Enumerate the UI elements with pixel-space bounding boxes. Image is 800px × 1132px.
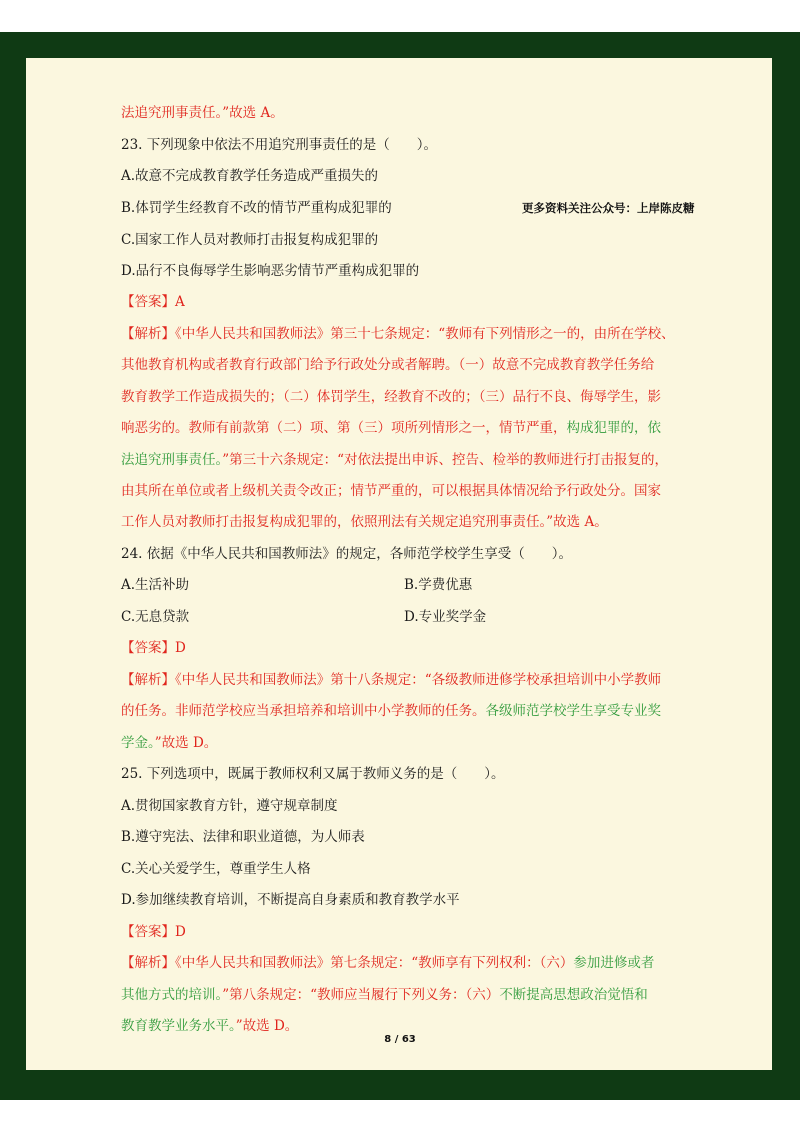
q23-analysis-line [121, 512, 608, 532]
analysis-red-text: ”故选 D。 [154, 735, 218, 751]
prev-analysis-tail: 法追究刑事责任。”故选 A。 [121, 105, 284, 121]
q24-option-b: B.学费优惠 [404, 577, 473, 593]
q25-option-c: C.关心关爱学生，尊重学生人格 [121, 861, 311, 877]
q24-options-row [121, 575, 721, 595]
q23-analysis-line: 教育教学工作造成损失的；（二）体罚学生，经教育不改的；（三）品行不良、侮辱学生，影 [121, 389, 661, 405]
q23-option-d: D.品行不良侮辱学生影响恶劣情节严重构成犯罪的 [121, 263, 420, 279]
analysis-red-text: ”故选 A。 [546, 514, 608, 530]
q23-option-b: B.体罚学生经教育不改的情节严重构成犯罪的 [121, 200, 392, 216]
q25-analysis-line [121, 985, 648, 1005]
q24-options-row [121, 607, 721, 627]
analysis-green-text: 法追究刑事责任。 [121, 452, 223, 468]
analysis-green-text: 不断提高思想政治觉悟和 [499, 987, 648, 1003]
q23-stem: 23. 下列现象中依法不用追究刑事责任的是（ ）。 [121, 137, 438, 153]
analysis-red-text: 构成犯罪的，依照刑法有关规定追究刑事责任。 [269, 514, 547, 530]
analysis-green-text: 学金。 [121, 735, 155, 751]
q24-analysis-line: 【解析】《中华人民共和国教师法》第十八条规定：“各级教师进修学校承担培训中小学教师 [121, 672, 662, 688]
q24-stem: 24. 依据《中华人民共和国教师法》的规定，各师范学校学生享受（ ）。 [121, 546, 573, 562]
analysis-red-text: ”第三十六条规定：“对依法提出申诉、控告、检举的教师进行打击报复的， [222, 452, 669, 468]
q25-analysis-line [121, 1016, 298, 1036]
side-note: 更多资料关注公众号：上岸陈皮糖 [522, 201, 695, 215]
q25-stem: 25. 下列选项中，既属于教师权利又属于教师义务的是（ ）。 [121, 766, 505, 782]
q23-analysis-line [121, 418, 661, 438]
analysis-red-text: 【解析】《中华人民共和国教师法》第七条规定：“教师享有下列权利：（六） [121, 955, 574, 971]
q25-answer: 【答案】D [121, 924, 186, 940]
q25-analysis-line [121, 953, 654, 973]
q24-analysis-line [121, 733, 217, 753]
q23-analysis-line: 【解析】《中华人民共和国教师法》第三十七条规定：“教师有下列情形之一的，由所在学校、 [121, 326, 675, 342]
analysis-red-text: ”故选 D。 [235, 1018, 299, 1034]
analysis-red-text: ”第八条规定：“教师应当履行下列义务：（六） [222, 987, 500, 1003]
analysis-green-text: 各级师范学校学生享受专业奖 [485, 703, 661, 719]
q23-analysis-line: 由其所在单位或者上级机关责令改正；情节严重的，可以根据具体情况给予行政处分。国家 [121, 483, 661, 499]
q24-answer: 【答案】D [121, 640, 186, 656]
q23-option-a: A.故意不完成教育教学任务造成严重损失的 [121, 168, 379, 184]
page-number: 8 / 63 [384, 1034, 416, 1045]
analysis-red-text: 的任务。非师范学校应当承担培养和培训中小学教师的任务。 [121, 703, 486, 719]
q23-option-c: C.国家工作人员对教师打击报复构成犯罪的 [121, 232, 379, 248]
analysis-red-text: 响恶劣的。教师有前款第（二）项、第（三）项所列情形之一，情节严重， [121, 420, 567, 436]
q24-option-c: C.无息贷款 [121, 609, 190, 625]
q23-analysis-line [121, 450, 668, 470]
q24-option-d: D.专业奖学金 [404, 609, 487, 625]
analysis-green-text: 其他方式的培训。 [121, 987, 223, 1003]
analysis-green-text: 构成犯罪的，依 [566, 420, 661, 436]
q25-option-d: D.参加继续教育培训，不断提高自身素质和教育教学水平 [121, 892, 460, 908]
q23-answer: 【答案】A [121, 294, 185, 310]
q25-option-a: A.贯彻国家教育方针，遵守规章制度 [121, 798, 338, 814]
q23-analysis-line: 其他教育机构或者教育行政部门给予行政处分或者解聘。（一）故意不完成教育教学任务给 [121, 357, 655, 373]
analysis-green-text: 参加进修或者 [573, 955, 655, 971]
analysis-red-text: 工作人员对教师打击报复 [121, 514, 270, 530]
analysis-green-text: 教育教学业务水平。 [121, 1018, 236, 1034]
q24-analysis-line [121, 701, 661, 721]
q25-option-b: B.遵守宪法、法律和职业道德，为人师表 [121, 829, 365, 845]
q24-option-a: A.生活补助 [121, 577, 190, 593]
